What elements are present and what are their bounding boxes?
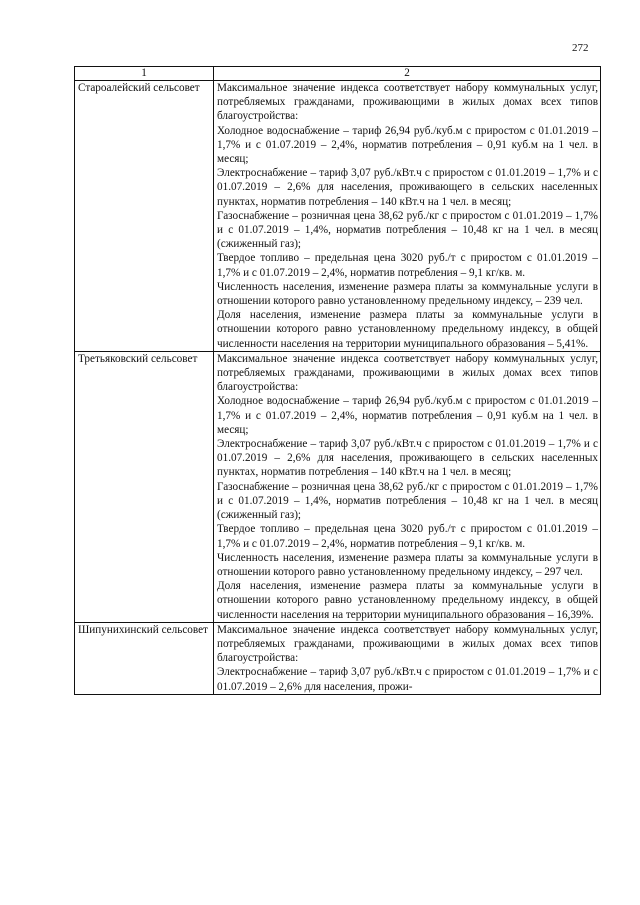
tariff-table [74, 66, 601, 695]
region-description [214, 351, 601, 622]
paragraph: Численность населения, изменение размера платы за коммунальные услуги в отношении которого равно установленному предельному индексу, – 239 чел. [217, 280, 598, 308]
paragraph: Холодное водоснабжение – тариф 26,94 руб./куб.м с приростом с 01.01.2019 – 1,7% и с 01.07.2019 – 2,4%, норматив потребления – 0,91 куб.м на 1 чел. в месяц; [217, 124, 598, 166]
table-header-row [75, 67, 601, 81]
region-description [214, 81, 601, 352]
region-name: Староалейский сельсовет [75, 81, 214, 352]
paragraph: Доля населения, изменение размера платы за коммунальные услуги в отношении которого равно установленному предельному индексу, в общей численности населения на территории муниципального образования – 16,39%. [217, 580, 598, 621]
paragraph: Электроснабжение – тариф 3,07 руб./кВт.ч с приростом с 01.01.2019 – 1,7% и с 01.07.2019 – 2,6% для населения, проживающего в сельских населенных пунктах, норматив потребления – 140 кВт.ч на 1 чел. в месяц; [217, 167, 598, 208]
paragraph: Численность населения, изменение размера платы за коммунальные услуги в отношении которого равно установленному предельному индексу, – 297 чел. [217, 551, 598, 578]
paragraph: Электроснабжение – тариф 3,07 руб./кВт.ч с приростом с 01.01.2019 – 1,7% и с 01.07.2019 – 2,6% для населения, проживающего в сельских населенных пунктах, норматив потребления – 140 кВт.ч на 1 чел. в месяц; [217, 438, 598, 479]
paragraph: Максимальное значение индекса соответствует набору коммунальных услуг, потребляемых гражданами, проживающими в жилых домах всех типов благоустройства: [217, 623, 598, 665]
table-row [75, 351, 601, 622]
paragraph: Твердое топливо – предельная цена 3020 руб./т с приростом с 01.01.2019 – 1,7% и с 01.07.2019 – 2,4%, норматив потребления – 9,1 кг/кв. м. [217, 523, 598, 550]
table-row [75, 81, 601, 352]
region-name: Третьяковский сельсовет [75, 351, 214, 622]
paragraph: Твердое топливо – предельная цена 3020 руб./т с приростом с 01.01.2019 – 1,7% и с 01.07.2019 – 2,4%, норматив потребления – 9,1 кг/кв. м. [217, 252, 598, 279]
paragraph: Электроснабжение – тариф 3,07 руб./кВт.ч с приростом с 01.01.2019 – 1,7% и с 01.07.2019 – 2,6% для населения, прожи- [217, 666, 598, 693]
table-row [75, 622, 601, 694]
paragraph: Газоснабжение – розничная цена 38,62 руб./кг с приростом с 01.01.2019 – 1,7% и с 01.07.2019 – 1,4%, норматив потребления – 10,48 кг на 1 чел. в месяц (сжиженный газ); [217, 480, 598, 522]
page-number: 272 [572, 42, 589, 54]
paragraph: Максимальное значение индекса соответствует набору коммунальных услуг, потребляемых гражданами, проживающими в жилых домах всех типов благоустройства: [217, 352, 598, 394]
header-col-2: 2 [214, 67, 601, 81]
header-col-1: 1 [75, 67, 214, 81]
region-name: Шипунихинский сельсовет [75, 622, 214, 694]
paragraph: Максимальное значение индекса соответствует набору коммунальных услуг, потребляемых гражданами, проживающими в жилых домах всех типов благоустройства: [217, 82, 598, 123]
region-description [214, 622, 601, 694]
paragraph: Доля населения, изменение размера платы за коммунальные услуги в отношении которого равно установленному предельному индексу, в общей численности населения на территории муниципального образования – 5,41%. [217, 309, 598, 350]
paragraph: Газоснабжение – розничная цена 38,62 руб./кг с приростом с 01.01.2019 – 1,7% и с 01.07.2019 – 1,4%, норматив потребления – 10,48 кг на 1 чел. в месяц (сжиженный газ); [217, 209, 598, 251]
paragraph: Холодное водоснабжение – тариф 26,94 руб./куб.м с приростом с 01.01.2019 – 1,7% и с 01.07.2019 – 2,4%, норматив потребления – 0,91 куб.м на 1 чел. в месяц; [217, 395, 598, 436]
